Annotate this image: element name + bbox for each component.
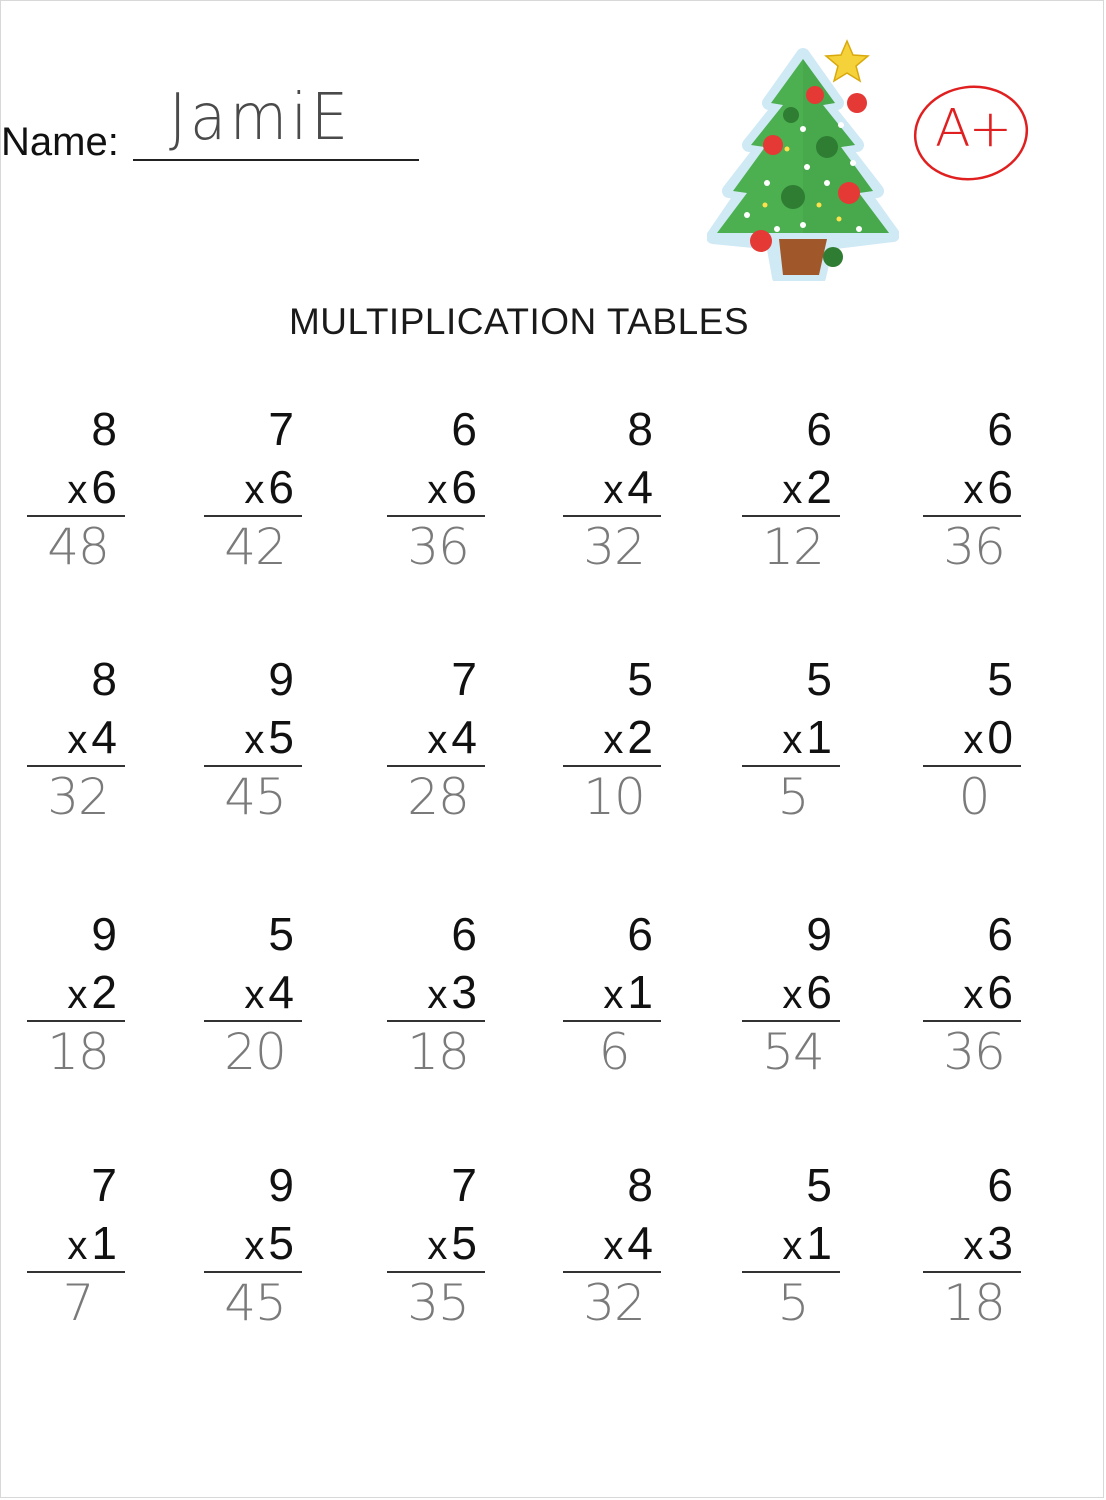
times-sign: x	[67, 468, 88, 512]
multiplicand: 6	[451, 403, 477, 455]
multiplicand: 5	[806, 653, 832, 705]
times-sign: x	[427, 718, 448, 762]
multiplier-row	[67, 964, 117, 1023]
multiplier-row	[603, 459, 653, 518]
multiplicand: 6	[987, 403, 1013, 455]
multiplicand: 8	[91, 653, 117, 705]
multiplicand: 8	[627, 1159, 653, 1211]
multiplier: 3	[451, 966, 477, 1018]
handwritten-answer: 54	[762, 1023, 824, 1081]
multiplier: 0	[987, 711, 1013, 763]
times-sign: x	[963, 468, 984, 512]
grade-mark	[909, 81, 1033, 185]
problem-18	[921, 906, 1031, 1081]
times-sign: x	[603, 1224, 624, 1268]
handwritten-answer: 35	[407, 1274, 469, 1332]
multiplicand: 5	[806, 1159, 832, 1211]
problem-8	[202, 651, 312, 826]
handwritten-answer: 32	[47, 768, 109, 826]
multiplier: 1	[91, 1217, 117, 1269]
multiplier: 3	[987, 1217, 1013, 1269]
multiplier-row	[427, 964, 477, 1023]
multiplier: 6	[451, 461, 477, 513]
multiplicand: 8	[627, 403, 653, 455]
problem-21	[385, 1157, 495, 1332]
multiplicand: 7	[268, 403, 294, 455]
multiplier-row	[244, 459, 294, 518]
problem-14	[202, 906, 312, 1081]
times-sign: x	[244, 973, 265, 1017]
times-sign: x	[963, 973, 984, 1017]
problem-10	[561, 651, 671, 826]
multiplier-row	[244, 709, 294, 768]
handwritten-answer: 36	[943, 518, 1005, 576]
multiplier: 1	[806, 1217, 832, 1269]
multiplicand: 9	[268, 1159, 294, 1211]
multiplicand: 8	[91, 403, 117, 455]
multiplier-row	[244, 964, 294, 1023]
multiplicand: 5	[987, 653, 1013, 705]
multiplier: 6	[806, 966, 832, 1018]
multiplier-row	[244, 1215, 294, 1274]
multiplier-row	[603, 964, 653, 1023]
multiplier: 6	[987, 461, 1013, 513]
christmas-tree-icon	[707, 33, 899, 281]
handwritten-answer: 45	[224, 768, 286, 826]
handwritten-answer: 7	[62, 1274, 94, 1332]
multiplicand: 9	[268, 653, 294, 705]
multiplier-row	[427, 709, 477, 768]
multiplicand: 7	[451, 653, 477, 705]
multiplicand: 6	[806, 403, 832, 455]
multiplier: 6	[987, 966, 1013, 1018]
grade-text: A+	[935, 99, 1011, 159]
multiplier-row	[603, 1215, 653, 1274]
times-sign: x	[782, 718, 803, 762]
worksheet-title: MULTIPLICATION TABLES	[288, 301, 750, 342]
multiplicand: 7	[91, 1159, 117, 1211]
times-sign: x	[427, 1224, 448, 1268]
problem-6	[921, 401, 1031, 576]
problem-4	[561, 401, 671, 576]
problem-13	[25, 906, 135, 1081]
multiplier: 6	[268, 461, 294, 513]
handwritten-answer: 5	[777, 1274, 809, 1332]
problem-1	[25, 401, 135, 576]
handwritten-answer: 48	[47, 518, 109, 576]
problem-22	[561, 1157, 671, 1332]
handwritten-answer: 36	[407, 518, 469, 576]
multiplicand: 6	[987, 1159, 1013, 1211]
times-sign: x	[67, 1224, 88, 1268]
problem-19	[25, 1157, 135, 1332]
student-name: JamiE	[169, 81, 352, 155]
problem-7	[25, 651, 135, 826]
multiplicand: 6	[451, 908, 477, 960]
name-underline	[133, 159, 419, 161]
multiplier-row	[67, 459, 117, 518]
times-sign: x	[782, 468, 803, 512]
handwritten-answer: 18	[943, 1274, 1005, 1332]
multiplicand: 6	[627, 908, 653, 960]
times-sign: x	[603, 718, 624, 762]
multiplier-row	[603, 709, 653, 768]
times-sign: x	[603, 468, 624, 512]
multiplicand: 6	[987, 908, 1013, 960]
multiplier: 1	[627, 966, 653, 1018]
times-sign: x	[603, 973, 624, 1017]
multiplier: 5	[268, 1217, 294, 1269]
multiplier: 4	[268, 966, 294, 1018]
multiplier: 5	[451, 1217, 477, 1269]
problem-2	[202, 401, 312, 576]
multiplicand: 5	[627, 653, 653, 705]
multiplier: 1	[806, 711, 832, 763]
multiplicand: 9	[91, 908, 117, 960]
problem-15	[385, 906, 495, 1081]
multiplier-row	[782, 459, 832, 518]
multiplier-row	[963, 964, 1013, 1023]
multiplier-row	[963, 709, 1013, 768]
handwritten-answer: 10	[583, 768, 645, 826]
times-sign: x	[427, 973, 448, 1017]
multiplier: 2	[806, 461, 832, 513]
times-sign: x	[244, 718, 265, 762]
handwritten-answer: 6	[598, 1023, 630, 1081]
times-sign: x	[244, 468, 265, 512]
name-label: Name:	[1, 120, 119, 164]
times-sign: x	[427, 468, 448, 512]
multiplier-row	[427, 459, 477, 518]
multiplier-row	[782, 964, 832, 1023]
multiplier: 4	[451, 711, 477, 763]
multiplier: 5	[268, 711, 294, 763]
multiplier-row	[67, 709, 117, 768]
handwritten-answer: 32	[583, 518, 645, 576]
multiplier-row	[67, 1215, 117, 1274]
handwritten-answer: 36	[943, 1023, 1005, 1081]
times-sign: x	[67, 973, 88, 1017]
handwritten-answer: 28	[407, 768, 469, 826]
problem-3	[385, 401, 495, 576]
times-sign: x	[782, 1224, 803, 1268]
handwritten-answer: 45	[224, 1274, 286, 1332]
problem-5	[740, 401, 850, 576]
multiplier-row	[963, 1215, 1013, 1274]
multiplicand: 9	[806, 908, 832, 960]
multiplicand: 7	[451, 1159, 477, 1211]
times-sign: x	[963, 718, 984, 762]
multiplier-row	[782, 1215, 832, 1274]
handwritten-answer: 0	[958, 768, 990, 826]
handwritten-answer: 32	[583, 1274, 645, 1332]
problem-24	[921, 1157, 1031, 1332]
handwritten-answer: 42	[224, 518, 286, 576]
times-sign: x	[67, 718, 88, 762]
handwritten-answer: 18	[407, 1023, 469, 1081]
times-sign: x	[963, 1224, 984, 1268]
problem-20	[202, 1157, 312, 1332]
multiplier: 6	[91, 461, 117, 513]
name-row	[1, 81, 431, 165]
multiplier: 4	[627, 1217, 653, 1269]
multiplier: 2	[91, 966, 117, 1018]
handwritten-answer: 20	[224, 1023, 286, 1081]
problem-11	[740, 651, 850, 826]
problem-23	[740, 1157, 850, 1332]
problem-9	[385, 651, 495, 826]
problem-12	[921, 651, 1031, 826]
times-sign: x	[782, 973, 803, 1017]
problem-16	[561, 906, 671, 1081]
times-sign: x	[244, 1224, 265, 1268]
multiplier-row	[963, 459, 1013, 518]
handwritten-answer: 12	[762, 518, 824, 576]
handwritten-answer: 18	[47, 1023, 109, 1081]
multiplier-row	[782, 709, 832, 768]
multiplicand: 5	[268, 908, 294, 960]
multiplier: 4	[91, 711, 117, 763]
multiplier: 4	[627, 461, 653, 513]
multiplier-row	[427, 1215, 477, 1274]
multiplier: 2	[627, 711, 653, 763]
handwritten-answer: 5	[777, 768, 809, 826]
problem-17	[740, 906, 850, 1081]
